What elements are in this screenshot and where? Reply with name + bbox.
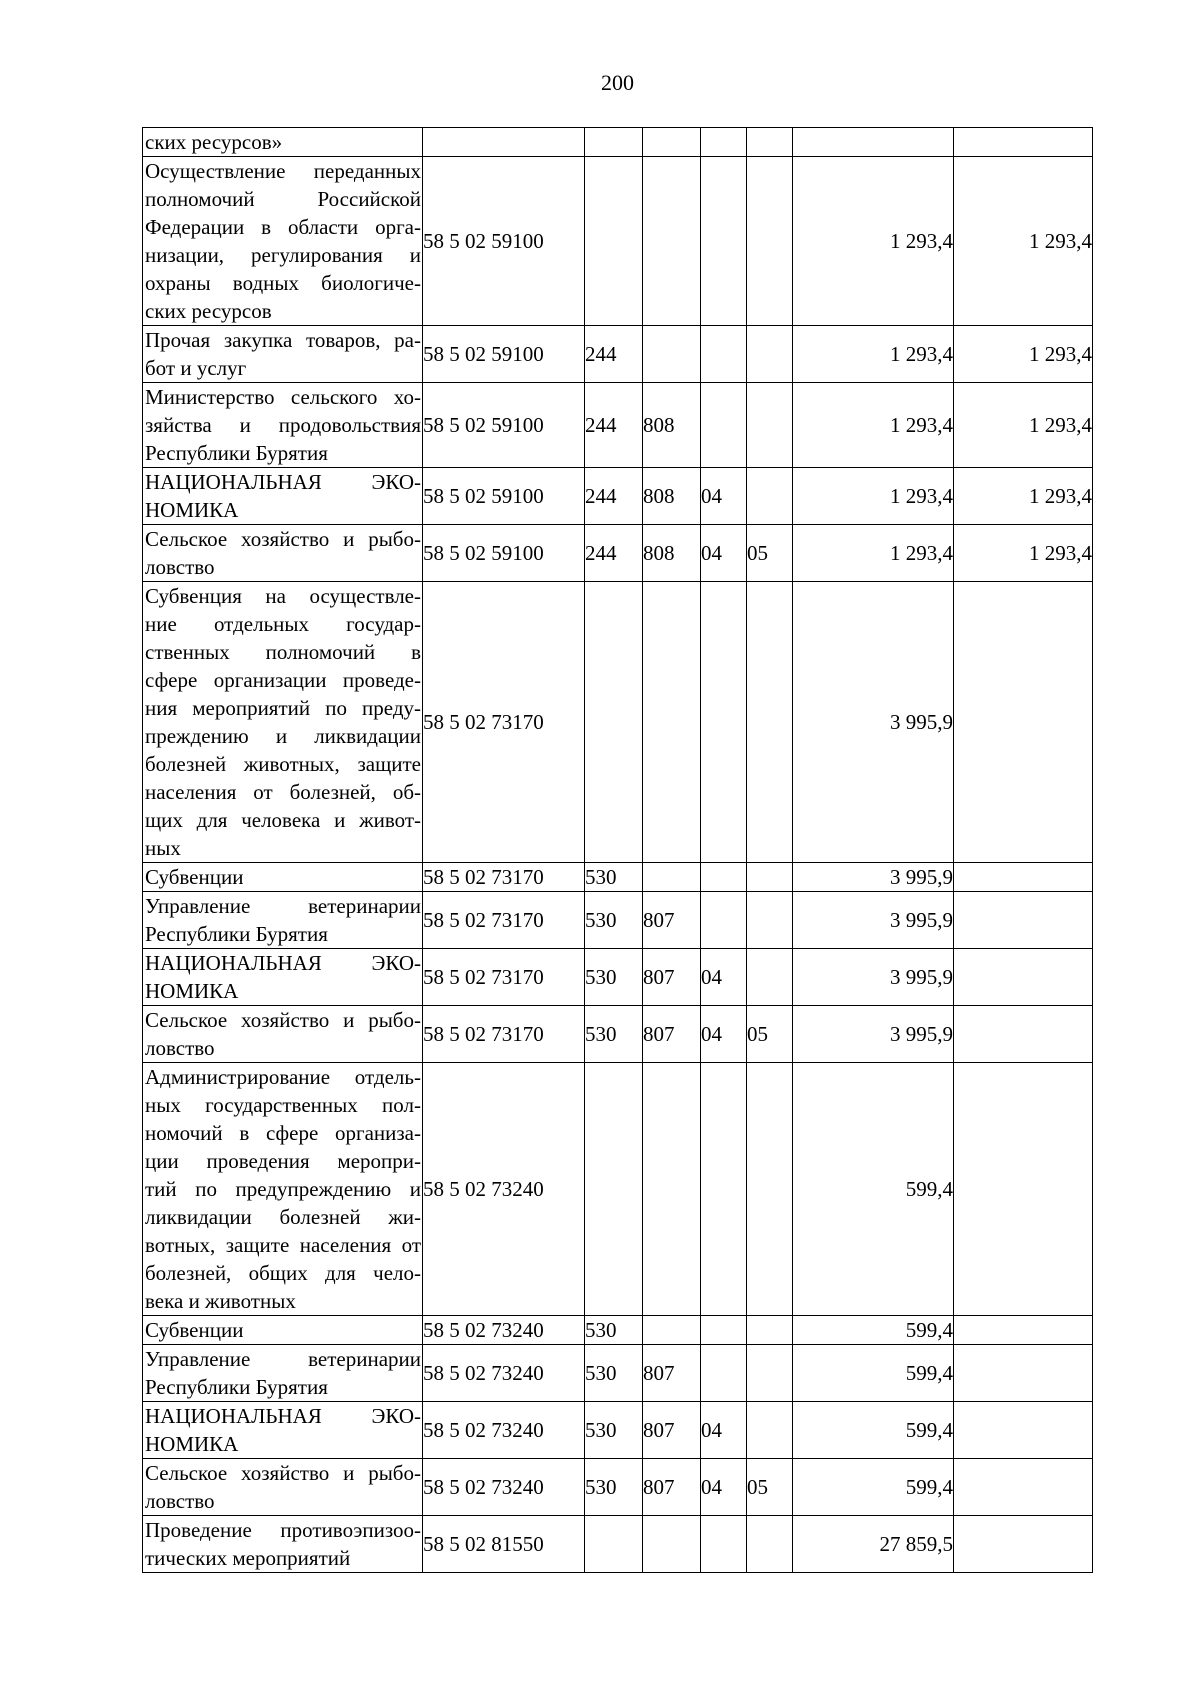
target-article-code: 58 5 02 81550 [423, 1516, 585, 1573]
table-row [143, 1459, 1093, 1516]
amount-year-2: 1 293,4 [954, 468, 1093, 525]
expense-type-code: 244 [585, 525, 643, 582]
description-line: Субвенция на осуществле- [145, 584, 421, 608]
section-code [701, 1063, 747, 1316]
row-description [143, 383, 423, 468]
ministry-code: 808 [643, 468, 701, 525]
section-code [701, 326, 747, 383]
amount-year-2 [954, 582, 1093, 863]
section-code: 04 [701, 1006, 747, 1063]
table-row [143, 157, 1093, 326]
description-line: вотных, защите населения от [145, 1233, 421, 1257]
row-description [143, 582, 423, 863]
description-line: низации, регулирования и [145, 243, 421, 267]
section-code: 04 [701, 949, 747, 1006]
target-article-code: 58 5 02 73240 [423, 1402, 585, 1459]
description-line: НОМИКА [145, 1432, 239, 1456]
subsection-code [747, 1402, 793, 1459]
description-line: Республики Бурятия [145, 922, 328, 946]
expense-type-code: 530 [585, 892, 643, 949]
description-line: Федерации в области орга- [145, 215, 421, 239]
table-row [143, 525, 1093, 582]
amount-year-2 [954, 128, 1093, 157]
subsection-code: 05 [747, 525, 793, 582]
ministry-code [643, 128, 701, 157]
description-line: Министерство сельского хо- [145, 385, 421, 409]
ministry-code: 807 [643, 949, 701, 1006]
description-line: ственных полномочий в [145, 640, 421, 664]
amount-year-2 [954, 892, 1093, 949]
row-description [143, 1402, 423, 1459]
table-row [143, 1402, 1093, 1459]
description-line: Республики Бурятия [145, 441, 328, 465]
row-description [143, 863, 423, 892]
budget-table [142, 127, 1093, 1573]
description-line: ских ресурсов» [145, 130, 283, 154]
ministry-code [643, 1316, 701, 1345]
target-article-code: 58 5 02 73240 [423, 1316, 585, 1345]
section-code: 04 [701, 468, 747, 525]
amount-year-2 [954, 1316, 1093, 1345]
subsection-code [747, 468, 793, 525]
amount-year-1: 3 995,9 [793, 892, 954, 949]
subsection-code [747, 892, 793, 949]
table-row [143, 128, 1093, 157]
amount-year-1: 599,4 [793, 1345, 954, 1402]
description-line: болезней, общих для чело- [145, 1261, 421, 1285]
table-row [143, 1316, 1093, 1345]
amount-year-2 [954, 1345, 1093, 1402]
table-row [143, 949, 1093, 1006]
description-line: полномочий Российской [145, 187, 421, 211]
description-line: ловство [145, 1489, 215, 1513]
subsection-code [747, 128, 793, 157]
subsection-code [747, 949, 793, 1006]
table-row [143, 1063, 1093, 1316]
subsection-code: 05 [747, 1006, 793, 1063]
section-code: 04 [701, 1459, 747, 1516]
description-line: ния мероприятий по преду- [145, 696, 421, 720]
expense-type-code [585, 582, 643, 863]
ministry-code [643, 157, 701, 326]
amount-year-1: 1 293,4 [793, 157, 954, 326]
expense-type-code [585, 1063, 643, 1316]
description-line: Администрирование отдель- [145, 1065, 421, 1089]
description-line: НОМИКА [145, 498, 239, 522]
page-number: 200 [601, 70, 634, 95]
section-code [701, 383, 747, 468]
table-row [143, 892, 1093, 949]
amount-year-1: 27 859,5 [793, 1516, 954, 1573]
row-description [143, 892, 423, 949]
row-description [143, 1006, 423, 1063]
expense-type-code: 530 [585, 1006, 643, 1063]
description-line: преждению и ликвидации [145, 724, 421, 748]
amount-year-1: 599,4 [793, 1063, 954, 1316]
section-code [701, 1345, 747, 1402]
amount-year-1: 1 293,4 [793, 326, 954, 383]
subsection-code [747, 1316, 793, 1345]
row-description [143, 157, 423, 326]
expense-type-code: 530 [585, 1402, 643, 1459]
ministry-code: 807 [643, 892, 701, 949]
subsection-code [747, 1345, 793, 1402]
description-line: ных [145, 836, 181, 860]
amount-year-1: 599,4 [793, 1459, 954, 1516]
table-row [143, 326, 1093, 383]
amount-year-2 [954, 1402, 1093, 1459]
section-code [701, 892, 747, 949]
subsection-code [747, 582, 793, 863]
target-article-code: 58 5 02 59100 [423, 468, 585, 525]
row-description [143, 326, 423, 383]
description-line: века и животных [145, 1289, 296, 1313]
target-article-code: 58 5 02 73170 [423, 863, 585, 892]
target-article-code: 58 5 02 59100 [423, 383, 585, 468]
expense-type-code: 530 [585, 863, 643, 892]
description-line: Субвенции [145, 865, 244, 889]
amount-year-1: 3 995,9 [793, 582, 954, 863]
budget-table-body [143, 128, 1093, 1573]
target-article-code: 58 5 02 73170 [423, 892, 585, 949]
expense-type-code: 530 [585, 1459, 643, 1516]
expense-type-code [585, 128, 643, 157]
description-line: Управление ветеринарии [145, 894, 421, 918]
section-code [701, 582, 747, 863]
ministry-code: 807 [643, 1459, 701, 1516]
description-line: Осуществление переданных [145, 159, 421, 183]
target-article-code: 58 5 02 59100 [423, 326, 585, 383]
description-line: Сельское хозяйство и рыбо- [145, 1008, 421, 1032]
target-article-code: 58 5 02 73170 [423, 949, 585, 1006]
description-line: болезней животных, защите [145, 752, 421, 776]
subsection-code [747, 1063, 793, 1316]
ministry-code: 807 [643, 1006, 701, 1063]
row-description [143, 1316, 423, 1345]
description-line: ловство [145, 1036, 215, 1060]
description-line: ных государственных пол- [145, 1093, 421, 1117]
ministry-code [643, 326, 701, 383]
description-line: НАЦИОНАЛЬНАЯ ЭКО- [145, 470, 421, 494]
expense-type-code: 530 [585, 1316, 643, 1345]
description-line: Проведение противоэпизоо- [145, 1518, 421, 1542]
amount-year-2 [954, 1459, 1093, 1516]
description-line: НАЦИОНАЛЬНАЯ ЭКО- [145, 1404, 421, 1428]
amount-year-2 [954, 1006, 1093, 1063]
description-line: Прочая закупка товаров, ра- [145, 328, 421, 352]
subsection-code [747, 157, 793, 326]
expense-type-code: 244 [585, 383, 643, 468]
subsection-code: 05 [747, 1459, 793, 1516]
description-line: ловство [145, 555, 215, 579]
description-line: сфере организации проведе- [145, 668, 421, 692]
section-code [701, 128, 747, 157]
description-line: номочий в сфере организа- [145, 1121, 421, 1145]
description-line: ние отдельных государ- [145, 612, 421, 636]
description-line: зяйства и продовольствия [145, 413, 421, 437]
amount-year-1 [793, 128, 954, 157]
description-line: Сельское хозяйство и рыбо- [145, 527, 421, 551]
target-article-code: 58 5 02 73240 [423, 1459, 585, 1516]
expense-type-code: 244 [585, 468, 643, 525]
table-row [143, 863, 1093, 892]
description-line: НОМИКА [145, 979, 239, 1003]
section-code [701, 1516, 747, 1573]
description-line: ликвидации болезней жи- [145, 1205, 421, 1229]
row-description [143, 1516, 423, 1573]
table-row [143, 582, 1093, 863]
description-line: населения от болезней, об- [145, 780, 421, 804]
ministry-code: 808 [643, 525, 701, 582]
description-line: Республики Бурятия [145, 1375, 328, 1399]
amount-year-1: 1 293,4 [793, 525, 954, 582]
row-description [143, 468, 423, 525]
description-line: тических мероприятий [145, 1546, 351, 1570]
description-line: Субвенции [145, 1318, 244, 1342]
section-code [701, 863, 747, 892]
row-description [143, 1345, 423, 1402]
amount-year-1: 599,4 [793, 1402, 954, 1459]
expense-type-code: 530 [585, 949, 643, 1006]
subsection-code [747, 1516, 793, 1573]
ministry-code [643, 582, 701, 863]
target-article-code: 58 5 02 73170 [423, 1006, 585, 1063]
table-row [143, 1006, 1093, 1063]
target-article-code: 58 5 02 59100 [423, 157, 585, 326]
section-code [701, 1316, 747, 1345]
ministry-code: 807 [643, 1345, 701, 1402]
expense-type-code [585, 157, 643, 326]
description-line: ции проведения меропри- [145, 1149, 421, 1173]
section-code [701, 157, 747, 326]
expense-type-code: 530 [585, 1345, 643, 1402]
amount-year-1: 3 995,9 [793, 949, 954, 1006]
amount-year-2 [954, 1063, 1093, 1316]
description-line: ских ресурсов [145, 299, 272, 323]
row-description [143, 1063, 423, 1316]
table-row [143, 1516, 1093, 1573]
target-article-code [423, 128, 585, 157]
amount-year-1: 3 995,9 [793, 1006, 954, 1063]
description-line: бот и услуг [145, 356, 247, 380]
target-article-code: 58 5 02 73170 [423, 582, 585, 863]
target-article-code: 58 5 02 73240 [423, 1345, 585, 1402]
amount-year-2 [954, 949, 1093, 1006]
description-line: тий по предупреждению и [145, 1177, 421, 1201]
amount-year-1: 599,4 [793, 1316, 954, 1345]
description-line: НАЦИОНАЛЬНАЯ ЭКО- [145, 951, 421, 975]
row-description [143, 1459, 423, 1516]
description-line: щих для человека и живот- [145, 808, 421, 832]
row-description [143, 525, 423, 582]
ministry-code [643, 863, 701, 892]
description-line: Сельское хозяйство и рыбо- [145, 1461, 421, 1485]
amount-year-1: 3 995,9 [793, 863, 954, 892]
row-description [143, 128, 423, 157]
subsection-code [747, 383, 793, 468]
table-row [143, 383, 1093, 468]
description-line: охраны водных биологиче- [145, 271, 421, 295]
amount-year-2: 1 293,4 [954, 525, 1093, 582]
amount-year-1: 1 293,4 [793, 468, 954, 525]
subsection-code [747, 863, 793, 892]
amount-year-2 [954, 863, 1093, 892]
expense-type-code: 244 [585, 326, 643, 383]
amount-year-2: 1 293,4 [954, 383, 1093, 468]
table-row [143, 468, 1093, 525]
ministry-code [643, 1516, 701, 1573]
ministry-code: 807 [643, 1402, 701, 1459]
amount-year-2 [954, 1516, 1093, 1573]
ministry-code: 808 [643, 383, 701, 468]
section-code: 04 [701, 525, 747, 582]
expense-type-code [585, 1516, 643, 1573]
target-article-code: 58 5 02 73240 [423, 1063, 585, 1316]
row-description [143, 949, 423, 1006]
ministry-code [643, 1063, 701, 1316]
amount-year-2: 1 293,4 [954, 157, 1093, 326]
subsection-code [747, 326, 793, 383]
amount-year-2: 1 293,4 [954, 326, 1093, 383]
description-line: Управление ветеринарии [145, 1347, 421, 1371]
amount-year-1: 1 293,4 [793, 383, 954, 468]
table-row [143, 1345, 1093, 1402]
target-article-code: 58 5 02 59100 [423, 525, 585, 582]
section-code: 04 [701, 1402, 747, 1459]
